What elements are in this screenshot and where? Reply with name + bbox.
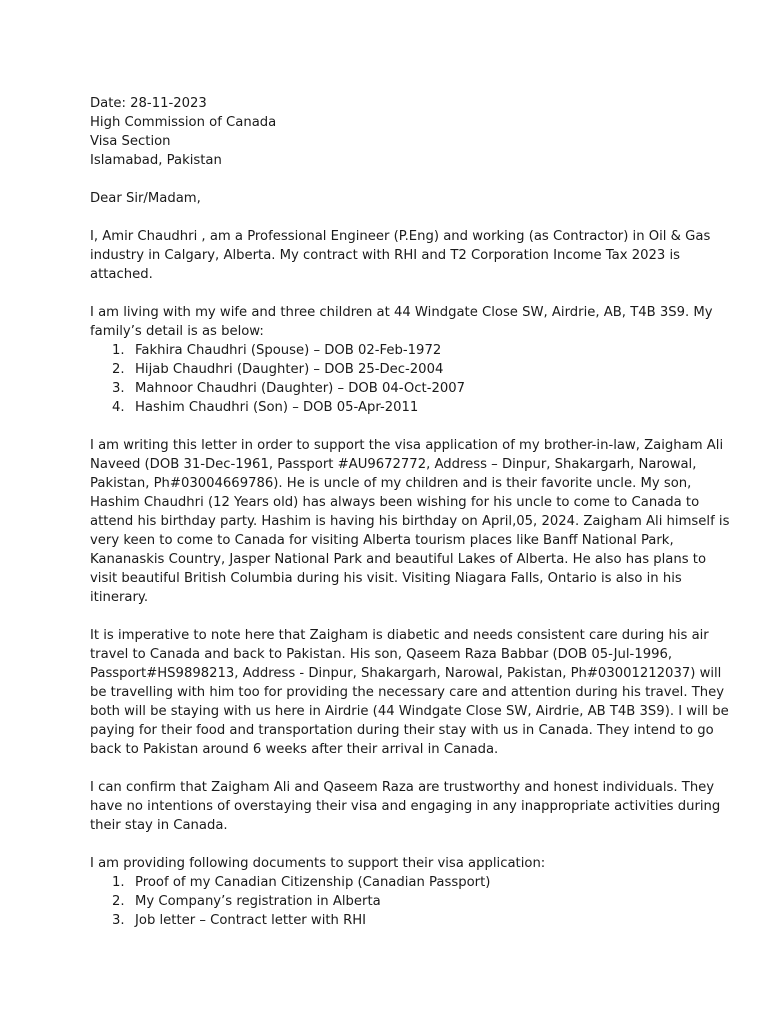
- list-item: [90, 379, 690, 398]
- list-text: My Company’s registration in Alberta: [135, 894, 381, 909]
- list-item: [90, 911, 690, 930]
- paragraph-line: Kananaskis Country, Jasper National Park and beautiful Lakes of Alberta. He also has plans to: [90, 552, 707, 567]
- paragraph-line: I am writing this letter in order to support the visa application of my brother-in-law, Zaigham Ali: [90, 438, 724, 453]
- address-line: Visa Section: [90, 134, 171, 149]
- family-list: [90, 341, 690, 417]
- paragraph-line: very keen to come to Canada for visiting Alberta tourism places like Banff National Park,: [90, 533, 674, 548]
- documents-list: [90, 873, 690, 930]
- paragraph-line: family’s detail is as below:: [90, 324, 264, 339]
- list-item: [90, 341, 690, 360]
- list-item: [90, 892, 690, 911]
- paragraph-line: I can confirm that Zaigham Ali and Qaseem Raza are trustworthy and honest individuals. They: [90, 780, 715, 795]
- paragraph-line: Pakistan, Ph#03004669786). He is uncle of my children and is their favorite uncle. My son,: [90, 476, 692, 491]
- paragraph-line: both will be staying with us here in Airdrie (44 Windgate Close SW, Airdrie, AB T4B 3S9). I will be: [90, 704, 729, 719]
- paragraph-line: Hashim Chaudhri (12 Years old) has always been wishing for his uncle to come to Canada to: [90, 495, 700, 510]
- paragraph-line: industry in Calgary, Alberta. My contract with RHI and T2 Corporation Income Tax 2023 is: [90, 248, 681, 263]
- paragraph-line: It is imperative to note here that Zaigham is diabetic and needs consistent care during his air: [90, 628, 709, 643]
- recipient-address: [90, 113, 690, 170]
- paragraph-line: their stay in Canada.: [90, 818, 228, 833]
- list-number: 1.: [112, 875, 125, 890]
- list-number: 4.: [112, 400, 125, 415]
- paragraph-line: Naveed (DOB 31-Dec-1961, Passport #AU9672772, Address – Dinpur, Shakargarh, Narowal,: [90, 457, 697, 472]
- list-text: Hijab Chaudhri (Daughter) – DOB 25-Dec-2004: [135, 362, 444, 377]
- paragraph-line: I, Amir Chaudhri , am a Professional Engineer (P.Eng) and working (as Contractor) in Oil & Gas: [90, 229, 711, 244]
- address-line: Islamabad, Pakistan: [90, 153, 222, 168]
- list-text: Mahnoor Chaudhri (Daughter) – DOB 04-Oct-2007: [135, 381, 466, 396]
- list-item: [90, 360, 690, 379]
- list-text: Proof of my Canadian Citizenship (Canadian Passport): [135, 875, 491, 890]
- paragraph-line: itinerary.: [90, 590, 149, 605]
- letter-body: [90, 94, 730, 930]
- paragraph-confirmation: [90, 778, 721, 835]
- list-number: 2.: [112, 362, 125, 377]
- paragraph-care: [90, 626, 729, 759]
- list-text: Job letter – Contract letter with RHI: [135, 913, 367, 928]
- list-number: 2.: [112, 894, 125, 909]
- list-item: [90, 398, 690, 417]
- list-number: 3.: [112, 913, 125, 928]
- list-number: 3.: [112, 381, 125, 396]
- paragraph-line: attend his birthday party. Hashim is having his birthday on April,05, 2024. Zaigham Ali himself is: [90, 514, 730, 529]
- paragraph-line: Passport#HS9898213, Address - Dinpur, Shakargarh, Narowal, Pakistan, Ph#03001212037) will: [90, 666, 722, 681]
- paragraph-line: back to Pakistan around 6 weeks after their arrival in Canada.: [90, 742, 499, 757]
- paragraph-visa-support: [90, 436, 730, 607]
- paragraph-line: be travelling with him too for providing the necessary care and attention during his travel. They: [90, 685, 725, 700]
- letter-date: Date: 28-11-2023: [90, 96, 207, 111]
- list-text: Fakhira Chaudhri (Spouse) – DOB 02-Feb-1972: [135, 343, 442, 358]
- paragraph-documents: [90, 854, 690, 873]
- paragraph-line: travel to Canada and back to Pakistan. His son, Qaseem Raza Babbar (DOB 05-Jul-1996,: [90, 647, 673, 662]
- list-number: 1.: [112, 343, 125, 358]
- paragraph-line: have no intentions of overstaying their visa and engaging in any inappropriate activities during: [90, 799, 721, 814]
- address-line: High Commission of Canada: [90, 115, 277, 130]
- paragraph-line: visit beautiful British Columbia during his visit. Visiting Niagara Falls, Ontario is also in his: [90, 571, 682, 586]
- list-item: [90, 873, 690, 892]
- paragraph-family: [90, 303, 713, 341]
- paragraph-line: I am providing following documents to support their visa application:: [90, 856, 546, 871]
- paragraph-introduction: [90, 227, 711, 284]
- paragraph-line: attached.: [90, 267, 153, 282]
- list-text: Hashim Chaudhri (Son) – DOB 05-Apr-2011: [135, 400, 419, 415]
- salutation: Dear Sir/Madam,: [90, 191, 201, 206]
- paragraph-line: paying for their food and transportation during their stay with us in Canada. They intend to go: [90, 723, 714, 738]
- paragraph-line: I am living with my wife and three children at 44 Windgate Close SW, Airdrie, AB, T4B 3S9. My: [90, 305, 713, 320]
